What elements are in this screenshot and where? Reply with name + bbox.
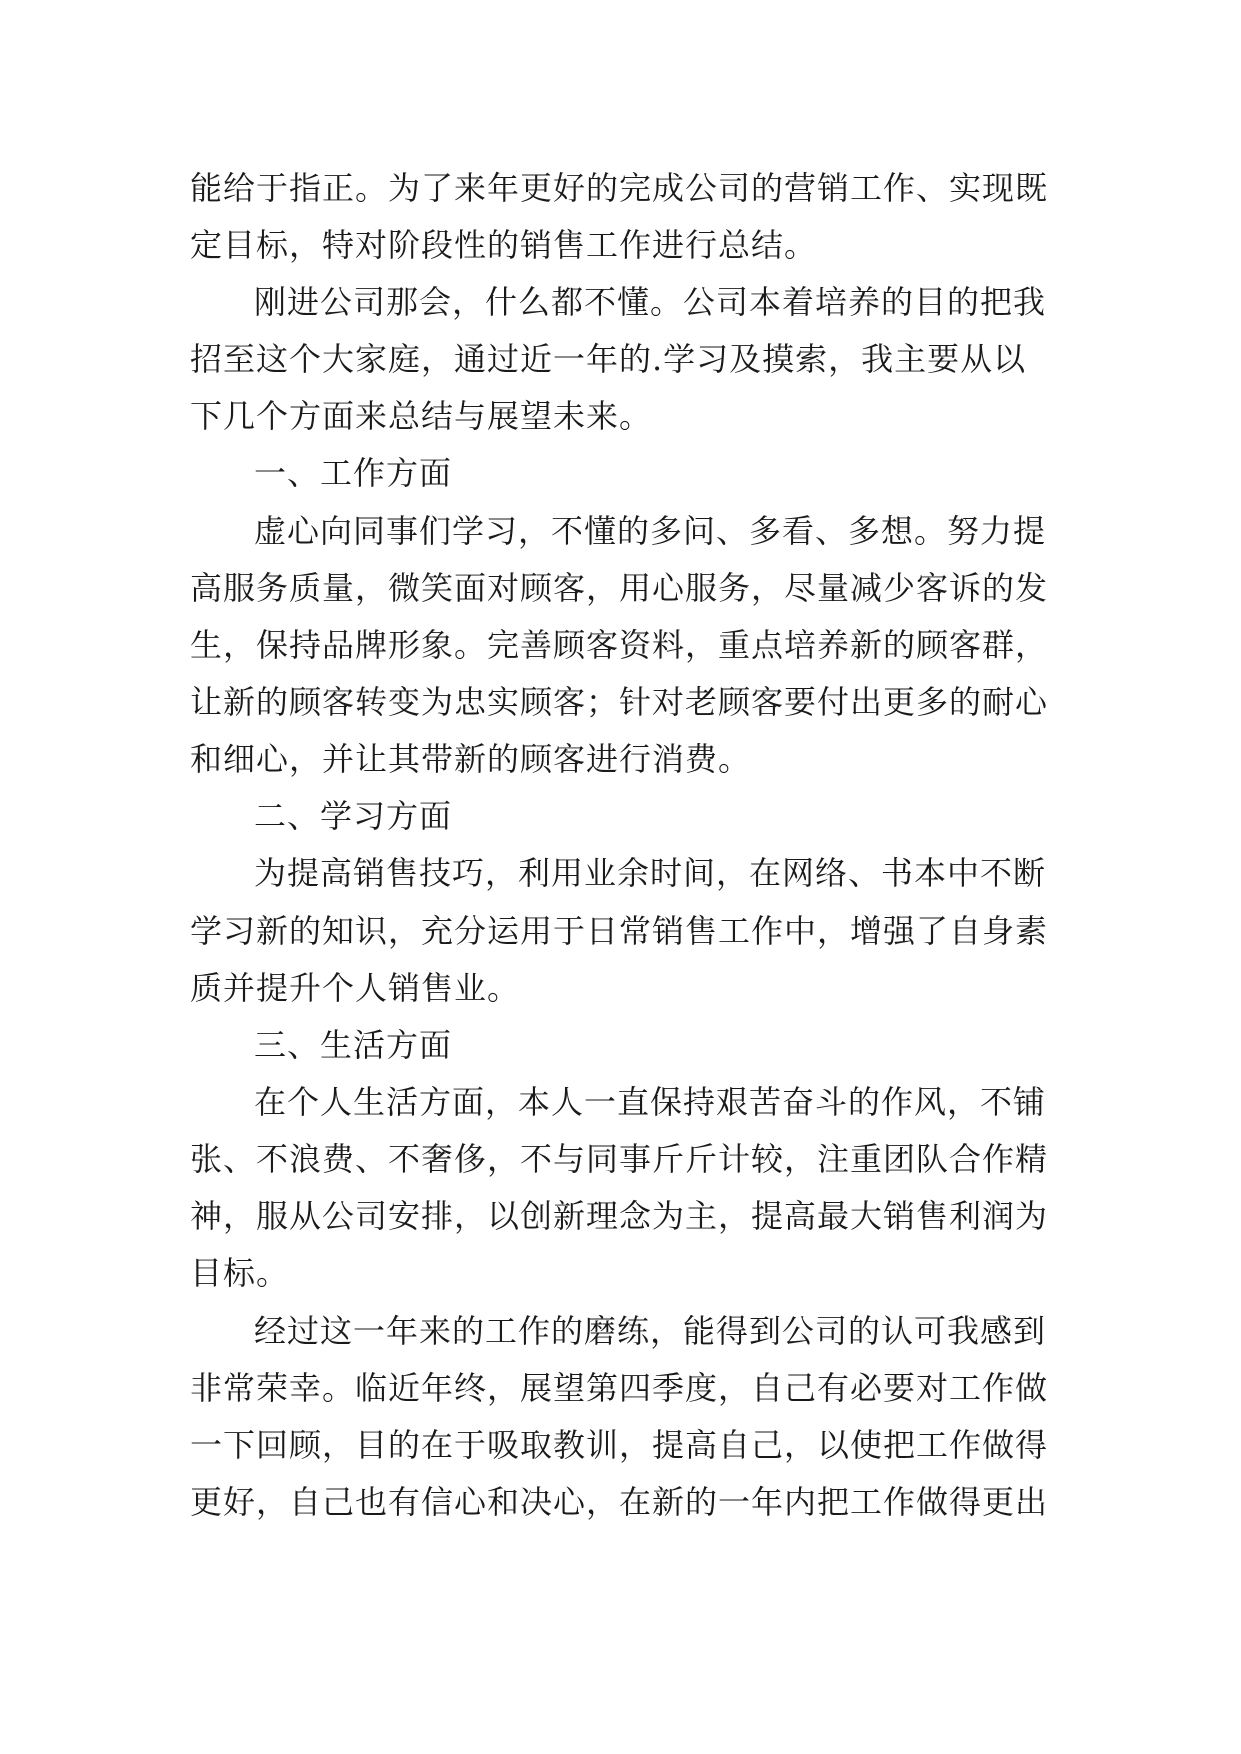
text-line: 更好，自己也有信心和决心，在新的一年内把工作做得更出 — [190, 1483, 1049, 1521]
text-line: 一下回顾，目的在于吸取教训，提高自己，以使把工作做得 — [190, 1426, 1049, 1464]
section-heading-study: 二、学习方面 — [254, 797, 453, 835]
text-line: 学习新的知识，充分运用于日常销售工作中，增强了自身素 — [190, 912, 1049, 950]
text-line: 质并提升个人销售业。 — [190, 969, 521, 1007]
paragraph-start-line: 经过这一年来的工作的磨练，能得到公司的认可我感到 — [254, 1312, 1047, 1350]
paragraph-start-line: 在个人生活方面，本人一直保持艰苦奋斗的作风，不铺 — [254, 1083, 1047, 1121]
text-line: 下几个方面来总结与展望未来。 — [190, 397, 653, 435]
text-line: 招至这个大家庭，通过近一年的.学习及摸索，我主要从以 — [190, 340, 1027, 378]
paragraph-start-line: 虚心向同事们学习，不懂的多问、多看、多想。努力提 — [254, 512, 1047, 550]
text-line: 定目标，特对阶段性的销售工作进行总结。 — [190, 226, 818, 264]
text-line: 非常荣幸。临近年终，展望第四季度，自己有必要对工作做 — [190, 1369, 1049, 1407]
text-line: 能给于指正。为了来年更好的完成公司的营销工作、实现既 — [190, 169, 1049, 207]
section-heading-work: 一、工作方面 — [254, 454, 453, 492]
text-line: 和细心，并让其带新的顾客进行消费。 — [190, 740, 752, 778]
section-heading-life: 三、生活方面 — [254, 1026, 453, 1064]
paragraph-start-line: 为提高销售技巧，利用业余时间，在网络、书本中不断 — [254, 854, 1047, 892]
text-line: 目标。 — [190, 1254, 290, 1292]
text-line: 让新的顾客转变为忠实顾客；针对老顾客要付出更多的耐心 — [190, 683, 1049, 721]
text-line: 神，服从公司安排，以创新理念为主，提高最大销售利润为 — [190, 1197, 1049, 1235]
text-line: 张、不浪费、不奢侈，不与同事斤斤计较，注重团队合作精 — [190, 1140, 1049, 1178]
text-line: 生，保持品牌形象。完善顾客资料，重点培养新的顾客群， — [190, 626, 1049, 664]
paragraph-start-line: 刚进公司那会，什么都不懂。公司本着培养的目的把我 — [254, 283, 1047, 321]
text-line: 高服务质量，微笑面对顾客，用心服务，尽量减少客诉的发 — [190, 569, 1049, 607]
